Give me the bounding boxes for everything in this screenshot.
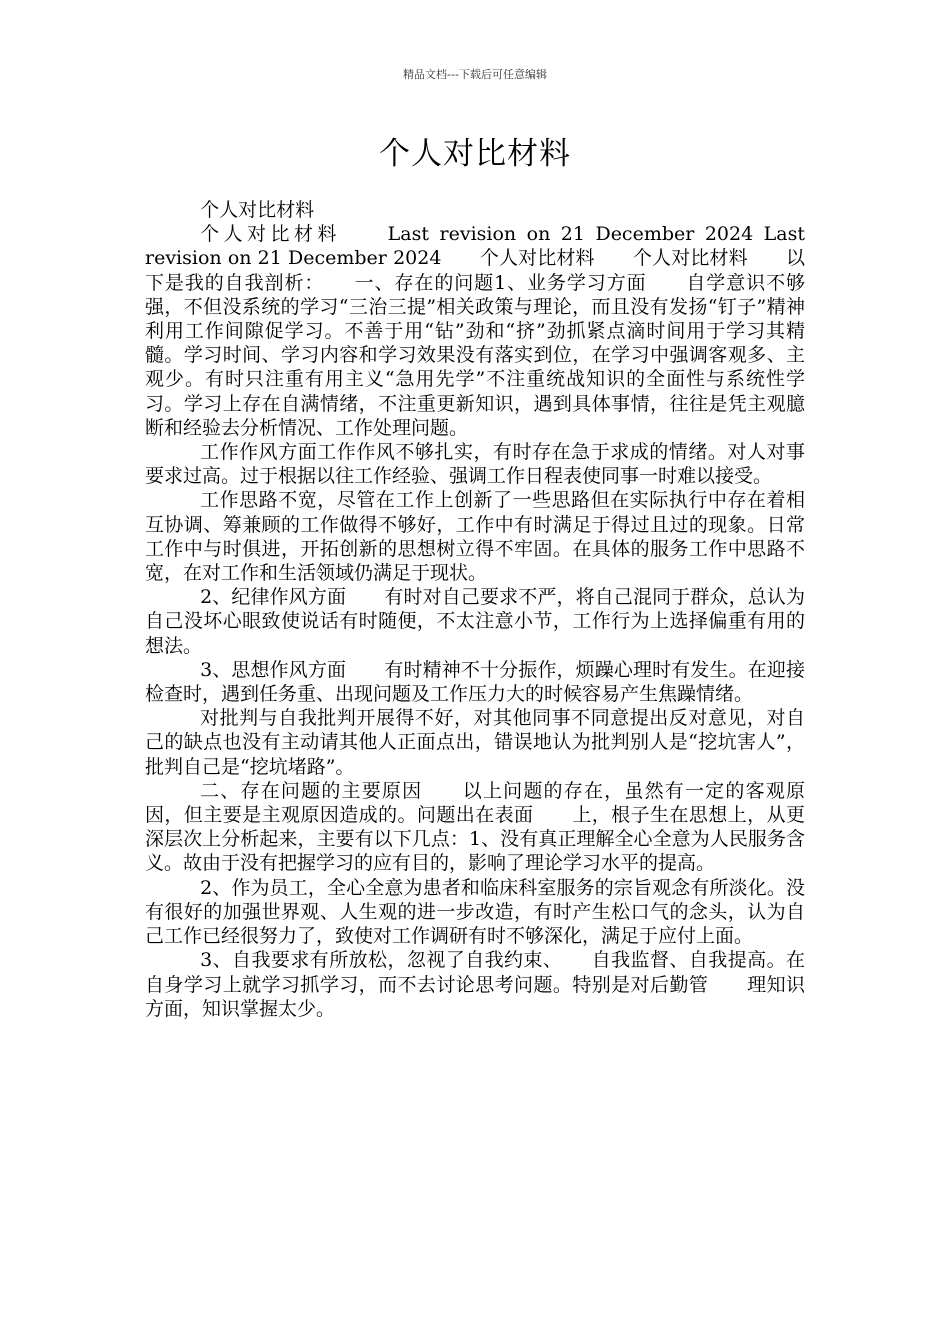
paragraph: 3、自我要求有所放松，忽视了自我约束、 自我监督、自我提高。在自身学习上就学习抓学习，而不去讨论思考问题。特别是对后勤管 理知识方面，知识掌握太少。: [145, 949, 805, 1020]
page-header-note: 精品文档---下载后可任意编辑: [403, 68, 547, 81]
paragraph: 对批判与自我批判开展得不好，对其他同事不同意提出反对意见，对自己的缺点也没有主动请其他人正面点出，错误地认为批判别人是“挖坑害人”，批判自己是“挖坑堵路”。: [145, 707, 805, 778]
paragraph: 工作作风方面工作作风不够扎实，有时存在急于求成的情绪。对人对事要求过高。过于根据以往工作经验、强调工作日程表使同事一时难以接受。: [145, 441, 805, 488]
paragraph: 工作思路不宽，尽管在工作上创新了一些思路但在实际执行中存在着相互协调、筹兼顾的工作做得不够好，工作中有时满足于得过且过的现象。日常工作中与时俱进，开拓创新的思想树立得不牢固。在具体的服务工作中思路不宽，在对工作和生活领域仍满足于现状。: [145, 489, 805, 585]
paragraph: 3、思想作风方面 有时精神不十分振作，烦躁心理时有发生。在迎接检查时，遇到任务重、出现问题及工作压力大的时候容易产生焦躁情绪。: [145, 658, 805, 706]
paragraph: 个人对比材料: [200, 199, 315, 221]
paragraph: 2、纪律作风方面 有时对自己要求不严，将自己混同于群众，总认为自己没坏心眼致使说话有时随便，不太注意小节，工作行为上选择偏重有用的想法。: [145, 586, 805, 657]
document-title: 个人对比材料: [379, 136, 571, 172]
paragraph: 2、作为员工，全心全意为患者和临床科室服务的宗旨观念有所淡化。没有很好的加强世界观、人生观的进一步改造，有时产生松口气的念头，认为自己工作已经很努力了，致使对工作调研有时不够深化，满足于应付上面。: [145, 876, 805, 948]
document-body: [145, 198, 805, 1021]
paragraph: 个人对比材料 Last revision on 21 December 2024 Last revision on 21 December 2024 个人对比材料 个人对比材料 以下是我的自我剖析： 一、存在的问题1、业务学习方面 自学意识不够强，不但没系统的学习“三治三提”相关政策与理论，而且没有发扬“钉子”精神利用工作间隙促学习。不善于用“钻”劲和“挤”劲抓紧点滴时间用于学习其精髓。学习时间、学习内容和学习效果没有落实到位，在学习中强调客观多、主观少。有时只注重有用主义“急用先学”不注重统战知识的全面性与系统性学习。学习上存在自满情绪，不注重更新知识，遇到具体事情，往往是凭主观臆断和经验去分析情况、工作处理问题。: [145, 223, 805, 439]
paragraph: 二、存在问题的主要原因 以上问题的存在，虽然有一定的客观原因，但主要是主观原因造成的。问题出在表面 上，根子生在思想上，从更深层次上分析起来，主要有以下几点：1、没有真正理解全心全意为人民服务含义。故由于没有把握学习的应有目的，影响了理论学习水平的提高。: [145, 779, 805, 875]
